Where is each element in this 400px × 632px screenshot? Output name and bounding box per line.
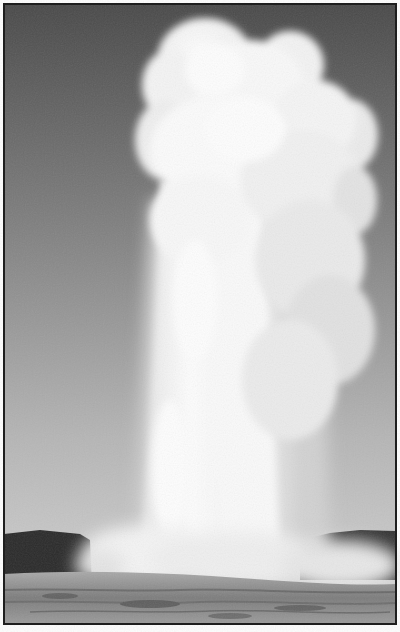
film-grain bbox=[4, 4, 396, 624]
